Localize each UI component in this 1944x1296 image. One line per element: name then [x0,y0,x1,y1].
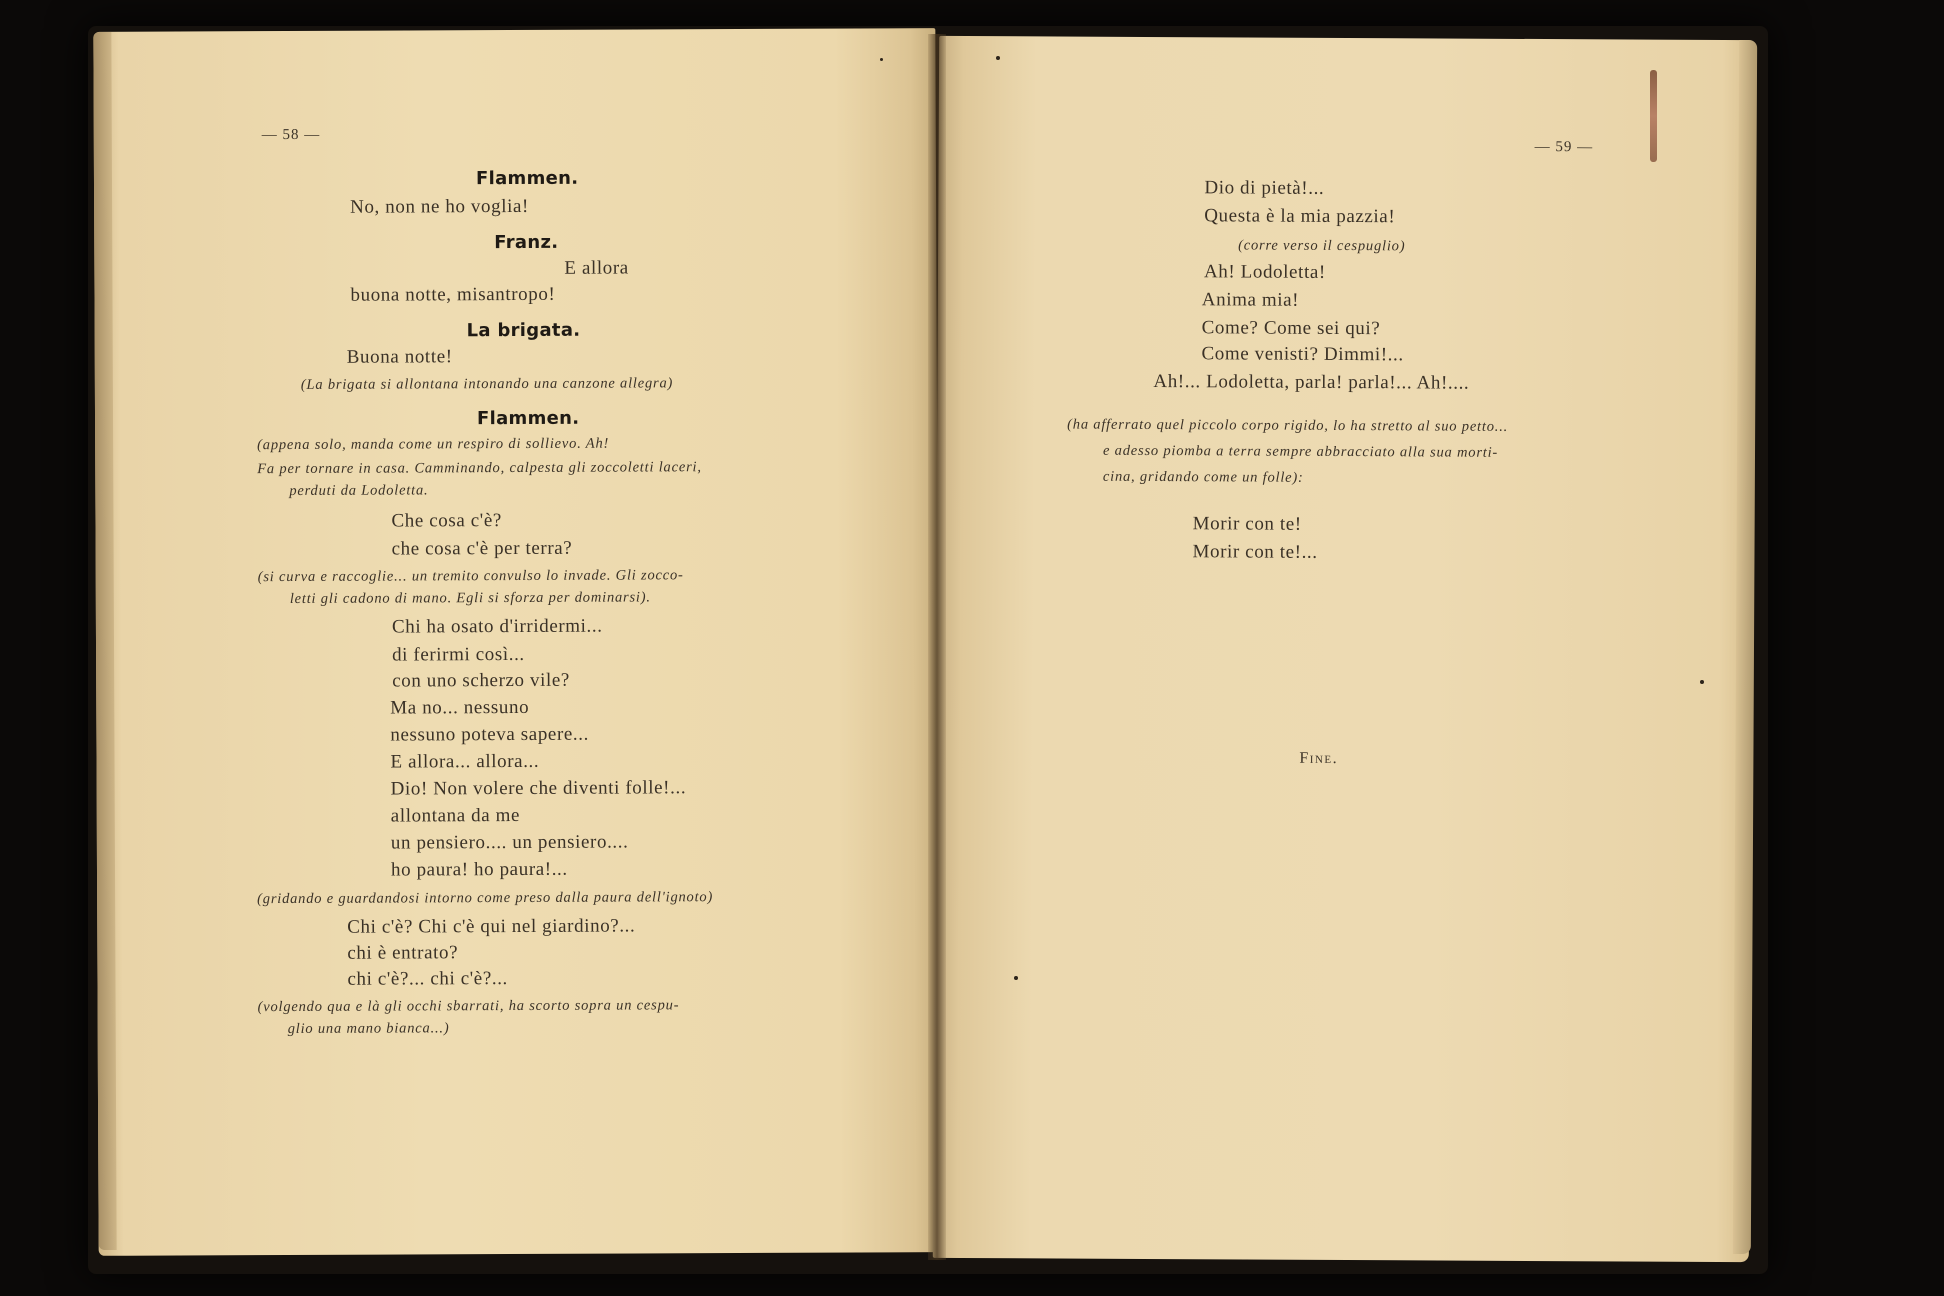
verse-line: E allora... allora... [390,750,540,773]
verse-line: Ah! Lodoletta! [1203,261,1326,283]
stage-direction: letti gli cadono di mano. Egli si sforza per dominarsi). [289,589,651,607]
verse-line: Chi ha osato d'irridermi... [391,615,603,638]
verse-line: allontana da me [390,804,521,827]
verse-line: con uno scherzo vile? [392,669,570,692]
verse-line: Che cosa c'è? [391,510,502,532]
verse-line: Dio! Non volere che diventi folle!... [390,777,687,800]
verse-line: un pensiero.... un pensiero.... [390,831,629,854]
verse-line: Ma no... nessuno [390,696,530,719]
paper-speck [996,56,1000,60]
verse-line: Morir con te!... [1192,541,1318,563]
speaker-name: Flammen. [476,407,580,430]
stage-direction: e adesso piomba a terra sempre abbracciato alla sua morti- [1102,442,1499,461]
verse-line: chi c'è?... chi c'è?... [347,968,508,990]
verse-line: chi è entrato? [347,942,459,964]
verse-line: Buona notte! [346,346,453,368]
verse-line: ho paura! ho paura!... [390,858,568,881]
stage-direction: glio una mano bianca...) [287,1020,450,1038]
stage-direction: Fa per tornare in casa. Camminando, calpesta gli zoccoletti laceri, [257,459,702,478]
stage-direction: perduti da Lodoletta. [289,482,429,499]
verse-line: Anima mia! [1201,289,1300,311]
stage-direction: (gridando e guardandosi intorno come preso dalla paura dell'ignoto) [257,889,714,908]
stage-direction: (corre verso il cespuglio) [1238,237,1406,255]
verse-line: Come venisti? Dimmi!... [1201,343,1404,366]
paper-speck [880,58,883,61]
stage-direction: (La brigata si allontana intonando una canzone allegra) [300,375,674,393]
end-marker: Fine. [1299,749,1339,767]
stage-direction: (si curva e raccoglie... un tremito convulso lo invade. Gli zocco- [257,567,684,586]
page-number-right: — 59 — [1534,138,1594,156]
verse-line: No, non ne ho voglia! [350,195,529,218]
speaker-name: La brigata. [466,319,581,342]
verse-line: Dio di pietà!... [1204,177,1325,199]
right-page [933,36,1755,1262]
verse-line: E allora [564,257,629,279]
verse-line: di ferirmi così... [392,643,525,666]
stage-direction: (ha afferrato quel piccolo corpo rigido, lo ha stretto al suo petto... [1067,416,1509,435]
stage-direction: cina, gridando come un folle): [1102,468,1304,486]
verse-line: buona notte, misantropo! [350,283,556,306]
page-number-left: — 58 — [261,126,321,144]
book-gutter [928,34,946,1260]
verse-line: Come? Come sei qui? [1201,317,1381,340]
paper-speck [1700,680,1704,684]
verse-line: Questa è la mia pazzia! [1204,205,1396,228]
verse-line: Chi c'è? Chi c'è qui nel giardino?... [347,915,636,938]
speaker-name: Flammen. [475,167,579,190]
stage-direction: (volgendo qua e là gli occhi sbarrati, ha scorto sopra un cespu- [257,997,680,1016]
verse-line: che cosa c'è per terra? [391,537,573,560]
speaker-name: Franz. [494,231,559,254]
left-page [93,28,940,1256]
page-stain [1650,70,1657,162]
verse-line: Ah!... Lodoletta, parla! parla!... Ah!.... [1153,370,1470,394]
stage-direction: (appena solo, manda come un respiro di sollievo. Ah! [257,435,610,454]
verse-line: Morir con te! [1192,513,1302,535]
paper-speck [1014,976,1018,980]
verse-line: nessuno poteva sapere... [390,723,589,746]
